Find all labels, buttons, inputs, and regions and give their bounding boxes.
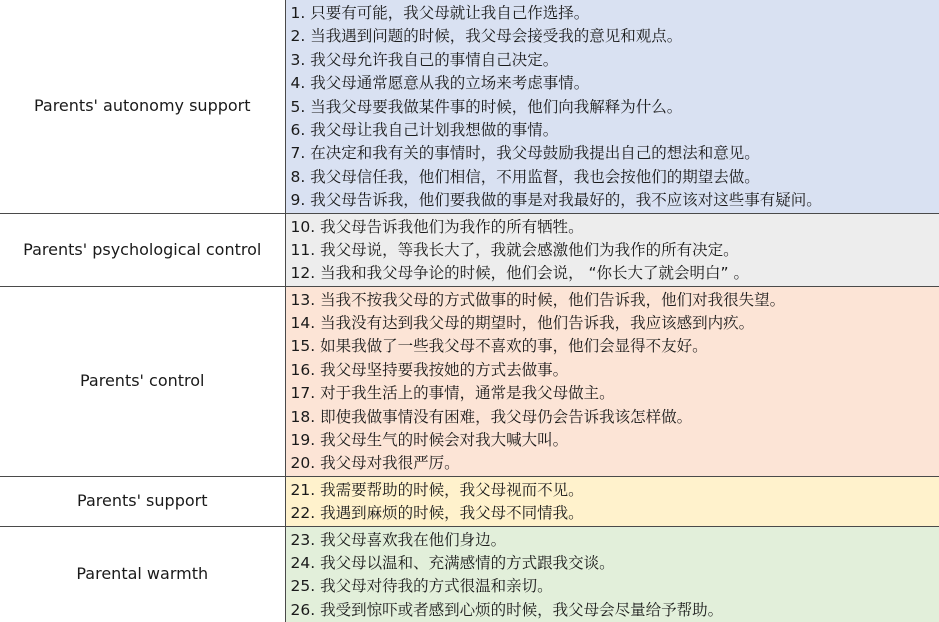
questionnaire-item: 17. 对于我生活上的事情，通常是我父母做主。 xyxy=(291,382,939,405)
dimension-label: Parents' autonomy support xyxy=(0,0,285,213)
items-cell xyxy=(285,476,939,526)
items-cell xyxy=(285,0,939,213)
questionnaire-item: 5. 当我父母要我做某件事的时候，他们向我解释为什么。 xyxy=(291,96,939,119)
questionnaire-item: 7. 在决定和我有关的事情时，我父母鼓励我提出自己的想法和意见。 xyxy=(291,142,939,165)
questionnaire-item: 19. 我父母生气的时候会对我大喊大叫。 xyxy=(291,429,939,452)
items-cell xyxy=(285,526,939,622)
questionnaire-item: 9. 我父母告诉我，他们要我做的事是对我最好的，我不应该对这些事有疑问。 xyxy=(291,189,939,212)
items-cell xyxy=(285,286,939,476)
questionnaire-item: 22. 我遇到麻烦的时候，我父母不同情我。 xyxy=(291,502,939,525)
dimension-label: Parents' support xyxy=(0,476,285,526)
dimension-label: Parents' psychological control xyxy=(0,213,285,286)
questionnaire-item: 12. 当我和我父母争论的时候，他们会说， “你长大了就会明白” 。 xyxy=(291,262,939,285)
questionnaire-item: 20. 我父母对我很严厉。 xyxy=(291,452,939,475)
questionnaire-item: 10. 我父母告诉我他们为我作的所有牺牲。 xyxy=(291,216,939,239)
questionnaire-item: 25. 我父母对待我的方式很温和亲切。 xyxy=(291,575,939,598)
questionnaire-item: 8. 我父母信任我，他们相信，不用监督，我也会按他们的期望去做。 xyxy=(291,166,939,189)
items-cell xyxy=(285,213,939,286)
questionnaire-item: 18. 即使我做事情没有困难，我父母仍会告诉我该怎样做。 xyxy=(291,406,939,429)
questionnaire-item: 11. 我父母说，等我长大了，我就会感激他们为我作的所有决定。 xyxy=(291,239,939,262)
dimension-label: Parents' control xyxy=(0,286,285,476)
questionnaire-item: 4. 我父母通常愿意从我的立场来考虑事情。 xyxy=(291,72,939,95)
questionnaire-item: 24. 我父母以温和、充满感情的方式跟我交谈。 xyxy=(291,552,939,575)
questionnaire-item: 13. 当我不按我父母的方式做事的时候，他们告诉我，他们对我很失望。 xyxy=(291,289,939,312)
questionnaire-item: 14. 当我没有达到我父母的期望时，他们告诉我，我应该感到内疚。 xyxy=(291,312,939,335)
questionnaire-item: 3. 我父母允许我自己的事情自己决定。 xyxy=(291,49,939,72)
questionnaire-item: 2. 当我遇到问题的时候，我父母会接受我的意见和观点。 xyxy=(291,25,939,48)
dimension-row xyxy=(0,0,939,213)
dimension-row xyxy=(0,526,939,622)
dimension-label: Parental warmth xyxy=(0,526,285,622)
dimension-row xyxy=(0,286,939,476)
dimension-row xyxy=(0,213,939,286)
questionnaire-item: 1. 只要有可能，我父母就让我自己作选择。 xyxy=(291,2,939,25)
questionnaire-item: 15. 如果我做了一些我父母不喜欢的事，他们会显得不友好。 xyxy=(291,335,939,358)
questionnaire-item: 16. 我父母坚持要我按她的方式去做事。 xyxy=(291,359,939,382)
dimension-row xyxy=(0,476,939,526)
questionnaire-item: 6. 我父母让我自己计划我想做的事情。 xyxy=(291,119,939,142)
questionnaire-item: 26. 我受到惊吓或者感到心烦的时候，我父母会尽量给予帮助。 xyxy=(291,599,939,622)
questionnaire-item: 21. 我需要帮助的时候，我父母视而不见。 xyxy=(291,479,939,502)
questionnaire-item: 23. 我父母喜欢我在他们身边。 xyxy=(291,529,939,552)
